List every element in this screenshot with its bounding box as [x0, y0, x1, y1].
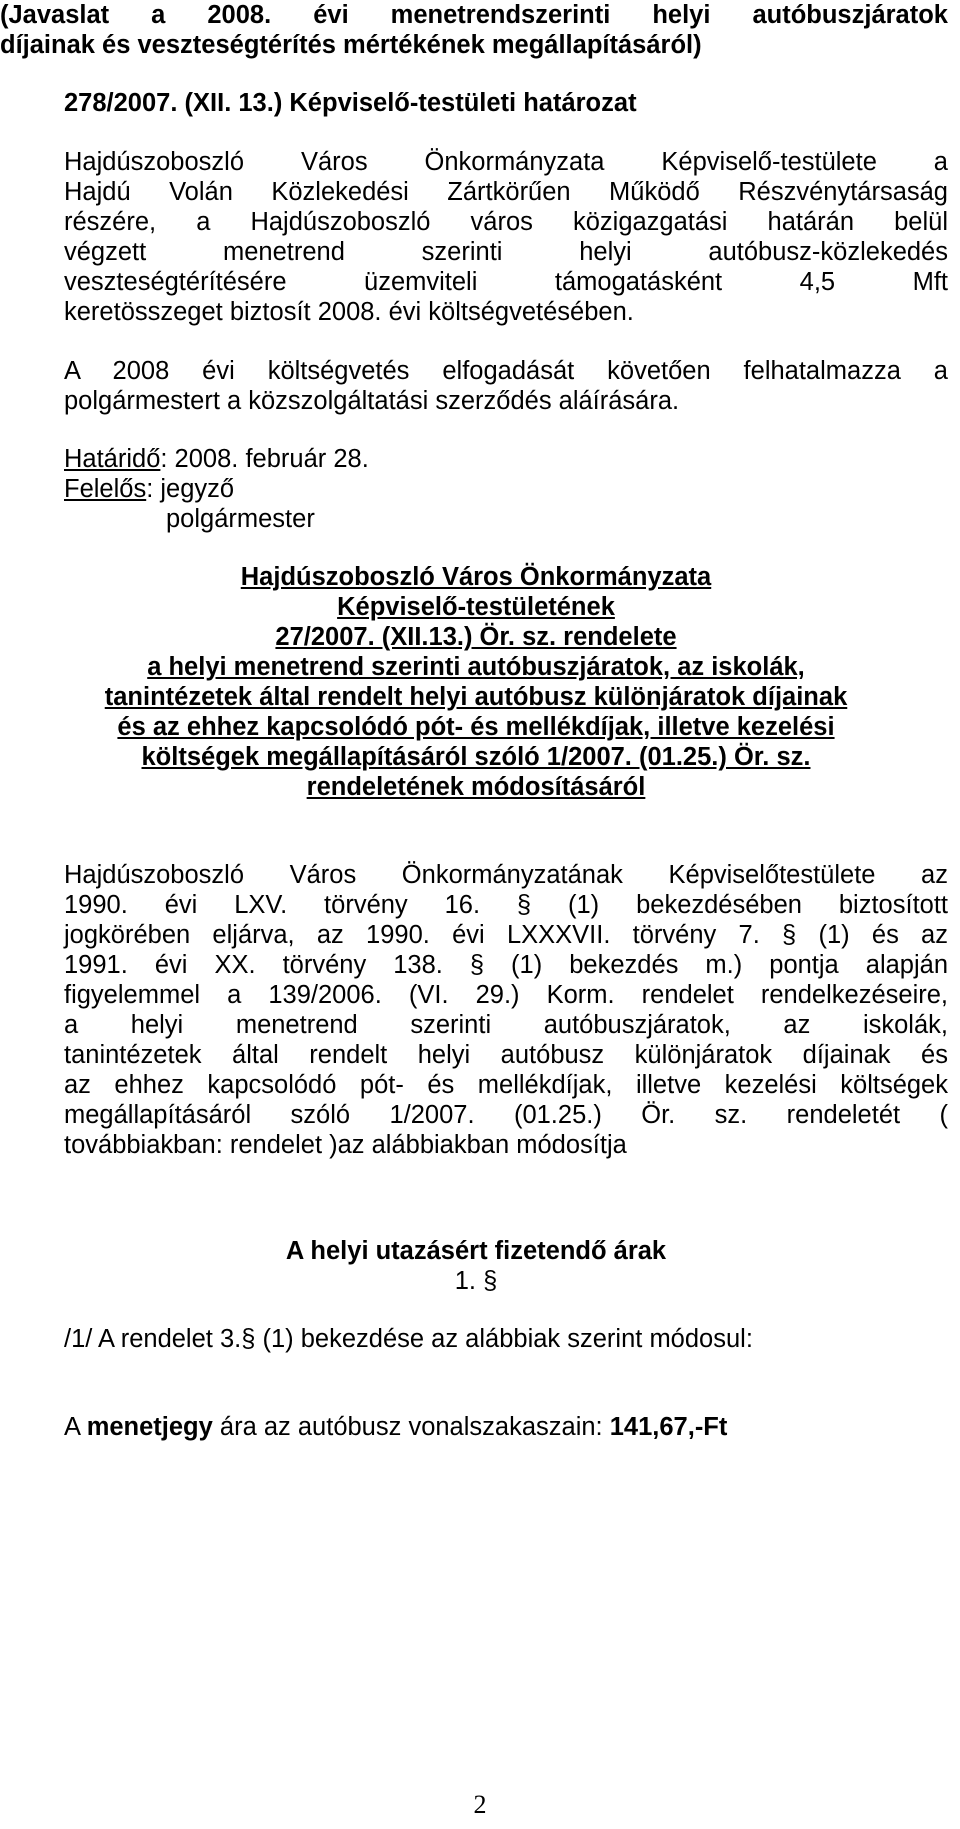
- decision-line-6: keretösszeget biztosít 2008. évi költségvetésében.: [64, 298, 634, 326]
- header-line-2: díjainak és veszteségtérítés mértékének megállapításáról): [0, 31, 702, 59]
- page-number: 2: [473, 1790, 487, 1819]
- authorization-line-1: A 2008 évi költségvetés elfogadását követően felhatalmazza a: [64, 357, 948, 385]
- amendment-text: /1/ A rendelet 3.§ (1) bekezdése az alábbiak szerint módosul:: [64, 1325, 753, 1353]
- preamble-line-3: jogkörében eljárva, az 1990. évi LXXXVII. törvény 7. § (1) és az: [64, 921, 948, 949]
- responsible-value-2: polgármester: [166, 505, 315, 533]
- responsible: [64, 474, 234, 504]
- preamble-line-10: továbbiakban: rendelet )az alábbiakban módosítja: [64, 1131, 627, 1159]
- decree-title-line-3: 27/2007. (XII.13.) Ör. sz. rendelete: [275, 623, 677, 651]
- decision-line-4: végzett menetrend szerinti helyi autóbusz-közlekedés: [64, 238, 948, 266]
- preamble-line-7: tanintézetek által rendelt helyi autóbusz különjáratok díjainak és: [64, 1041, 948, 1069]
- decision-line-5: veszteségtérítésére üzemviteli támogatásként 4,5 Mft: [64, 268, 948, 296]
- ticket-prefix: A: [64, 1413, 87, 1441]
- decree-title-line-1: Hajdúszoboszló Város Önkormányzata: [240, 563, 712, 591]
- decree-title-line-4: a helyi menetrend szerinti autóbuszjáratok, az iskolák,: [147, 653, 805, 681]
- preamble-line-9: megállapításáról szóló 1/2007. (01.25.) Ör. sz. rendeletét (: [64, 1101, 948, 1129]
- deadline: [64, 444, 369, 474]
- ticket-description: ára az autóbusz vonalszakaszain:: [212, 1413, 610, 1441]
- ticket-label: menetjegy: [86, 1413, 213, 1441]
- preamble-line-2: 1990. évi LXV. törvény 16. § (1) bekezdésében biztosított: [64, 891, 948, 919]
- preamble-line-8: az ehhez kapcsolódó pót- és mellékdíjak, illetve kezelési költségek: [64, 1071, 948, 1099]
- preamble-line-6: a helyi menetrend szerinti autóbuszjáratok, az iskolák,: [64, 1011, 948, 1039]
- decree-title-line-6: és az ehhez kapcsolódó pót- és mellékdíjak, illetve kezelési: [117, 713, 835, 741]
- deadline-value: : 2008. február 28.: [160, 445, 369, 473]
- header-line-1: (Javaslat a 2008. évi menetrendszerinti helyi autóbuszjáratok: [0, 1, 948, 29]
- decision-line-1: Hajdúszoboszló Város Önkormányzata Képviselő-testülete a: [64, 148, 948, 176]
- responsible-value-1: : jegyző: [146, 475, 235, 503]
- section-heading: A helyi utazásért fizetendő árak: [285, 1237, 667, 1265]
- decision-id: 278/2007. (XII. 13.) Képviselő-testületi határozat: [64, 89, 637, 117]
- decree-title-line-7: költségek megállapításáról szóló 1/2007. (01.25.) Ör. sz.: [141, 743, 811, 771]
- decree-title-line-8: rendeletének módosításáról: [306, 773, 646, 801]
- deadline-label: Határidő: [64, 445, 161, 473]
- preamble-line-5: figyelemmel a 139/2006. (VI. 29.) Korm. rendelet rendelkezéseire,: [64, 981, 948, 1009]
- responsible-label: Felelős: [64, 475, 147, 503]
- section-number: 1. §: [454, 1267, 498, 1295]
- ticket-price-line: [64, 1412, 727, 1442]
- decree-title-line-2: Képviselő-testületének: [337, 593, 615, 621]
- decision-line-2: Hajdú Volán Közlekedési Zártkörűen Működő Részvénytársaság: [64, 178, 948, 206]
- authorization-line-2: polgármestert a közszolgáltatási szerződés aláírására.: [64, 387, 680, 415]
- decree-title-line-5: tanintézetek által rendelt helyi autóbusz különjáratok díjainak: [104, 683, 848, 711]
- preamble-line-1: Hajdúszoboszló Város Önkormányzatának Képviselőtestülete az: [64, 861, 948, 889]
- ticket-price: 141,67,-Ft: [609, 1413, 728, 1441]
- decision-line-3: részére, a Hajdúszoboszló város közigazgatási határán belül: [64, 208, 948, 236]
- preamble-line-4: 1991. évi XX. törvény 138. § (1) bekezdés m.) pontja alapján: [64, 951, 948, 979]
